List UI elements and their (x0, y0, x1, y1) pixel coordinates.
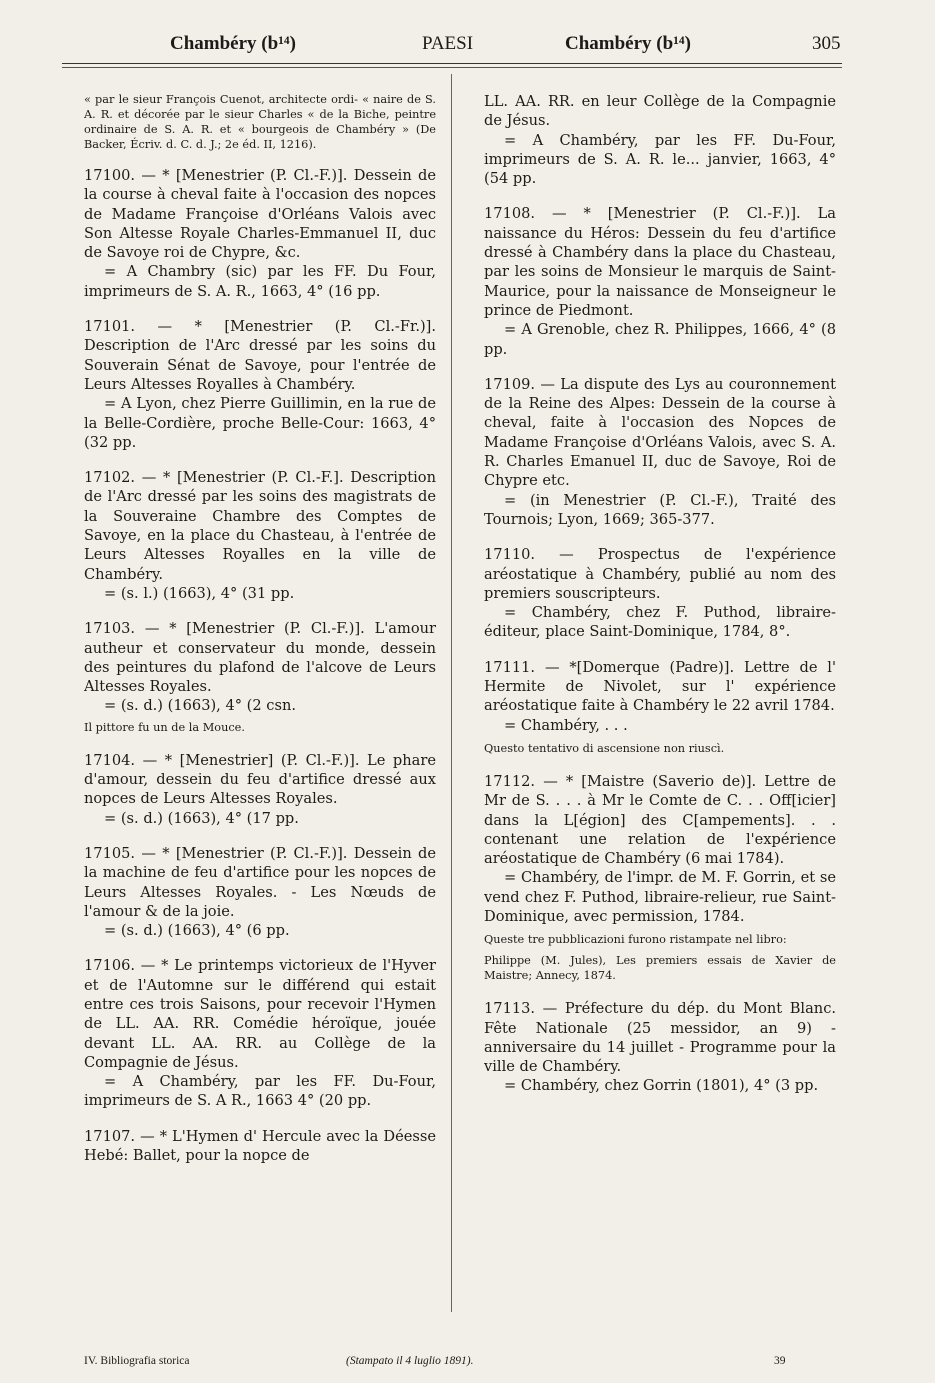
entry-17100 (84, 166, 436, 301)
entry-imprint: = (s. d.) (1663), 4° (6 pp. (104, 922, 290, 940)
entry-imprint: = A Chambry (sic) par les FF. Du Four, imprimeurs de S. A. R., 1663, 4° (16 pp. (84, 263, 436, 300)
entry-note: Il pittore fu un de la Mouce. (84, 720, 245, 734)
page-footer (84, 1355, 836, 1373)
entry-text: — * [Menestrier (P. Cl.-F.)]. L'amour autheur et conservateur du monde, dessein des peintures du plafond de l'alcove de Leurs Altesses Royales. (84, 620, 436, 696)
entry-imprint: = (s. d.) (1663), 4° (2 csn. (104, 697, 296, 715)
entry-text: — * Le printemps victorieux de l'Hyver et de l'Automne sur le différend qui estait entre ces trois Saisons, pour recevoir l'Hymen de LL. AA. RR. Comédie héroïque, jouée devant LL. AA. RR. au Collège de la Compagnie de Jésus. (84, 957, 436, 1071)
running-header (60, 33, 840, 59)
entry-text: — * [Menestrier (P. Cl.-F.]. Description de l'Arc dressé par les soins des magistrats de la Souveraine Chambre des Comptes de Savoye, en la place du Chasteau, à l'entrée de Leurs Altesses Royalles en la ville de Chambéry. (84, 469, 436, 583)
entry-number: 17112. (484, 772, 536, 790)
entry-imprint: = Chambéry, . . . (504, 716, 628, 734)
entry-imprint: = (in Menestrier (P. Cl.-F.), Traité des Tournois; Lyon, 1669; 365-377. (484, 491, 836, 528)
entry-number: 17104. (84, 751, 136, 769)
entry-text: — * [Menestrier (P. Cl.-F.)]. La naissance du Héros: Dessein du feu d'artifice dressé à Chambéry dans la place du Chasteau, par les soins de Monsieur le marquis de Saint-Maurice, pour la naissance de Monseigneur le prince de Piedmont. (484, 205, 836, 319)
entry-number: 17105. (84, 844, 136, 862)
entry-note: Queste tre pubblicazioni furono ristampate nel libro: (484, 933, 787, 947)
entry-text: — * [Menestrier (P. Cl.-F.)]. Dessein de la machine de feu d'artifice pour les nopces de Leurs Altesses Royales. - Les Nœuds de l'amour & de la joie. (84, 844, 436, 920)
footer-signature: 39 (774, 1355, 786, 1367)
entry-17111 (484, 658, 836, 735)
entry-number: 17111. (484, 658, 536, 676)
right-column (484, 92, 836, 1112)
left-column (84, 92, 436, 1181)
entry-17102 (84, 468, 436, 603)
entry-number: 17109. (484, 375, 536, 393)
header-section-title: PAESI (422, 33, 474, 54)
continued-quote: « par le sieur François Cuenot, architecte ordi- « naire de S. A. R. et décorée par le sieur Charles « de la Biche, peintre ordinaire de S. A. R. et « bourgeois de Chambéry » (De Backer, Écriv. d. C. d. J.; 2e éd. II, 1216). (84, 93, 436, 151)
entry-17113 (484, 999, 836, 1095)
header-rule (62, 63, 842, 64)
entry-number: 17103. (84, 620, 136, 638)
entry-17107 (84, 1127, 436, 1166)
header-rule-thin (62, 67, 842, 68)
entry-17103 (84, 619, 436, 715)
entry-imprint: = Chambéry, chez F. Puthod, libraire-éditeur, place Saint-Dominique, 1784, 8°. (484, 604, 836, 641)
page-number: 305 (812, 33, 841, 54)
entry-number: 17100. (84, 167, 136, 184)
entry-17104 (84, 751, 436, 828)
entry-text: — * [Menestrier] (P. Cl.-F.)]. Le phare d'amour, dessein du feu d'artifice dressé aux nopces de Leurs Altesses Royales. (84, 751, 436, 808)
column-divider (451, 74, 452, 1312)
header-left-title: Chambéry (b¹⁴) (170, 33, 296, 54)
entry-text: — *[Domerque (Padre)]. Lettre de l' Hermite de Nivolet, sur l' expérience aréostatique faite à Chambéry le 22 avril 1784. (484, 658, 836, 715)
entry-note: Questo tentativo di ascensione non riuscì. (484, 741, 725, 755)
entry-number: 17107. (84, 1127, 136, 1145)
entry-imprint: = (s. l.) (1663), 4° (31 pp. (104, 584, 295, 602)
entry-imprint: = Chambéry, de l'impr. de M. F. Gorrin, et se vend chez F. Puthod, libraire-relieur, rue Saint-Dominique, avec permission, 1784. (484, 869, 836, 925)
entry-number: 17102. (84, 469, 136, 487)
entry-17106 (84, 956, 436, 1110)
entry-imprint: = A Grenoble, chez R. Philippes, 1666, 4° (8 pp. (484, 321, 836, 358)
entry-imprint: = Chambéry, chez Gorrin (1801), 4° (3 pp. (504, 1077, 819, 1095)
entry-number: 17113. (484, 1000, 536, 1018)
footer-print-date: (Stampato il 4 luglio 1891). (346, 1355, 474, 1367)
entry-note-reference: Philippe (M. Jules), Les premiers essais de Xavier de Maistre; Annecy, 1874. (484, 954, 836, 983)
entry-17101 (84, 317, 436, 452)
footer-section: IV. Bibliografia storica (84, 1355, 190, 1367)
entry-number: 17101. (84, 318, 136, 336)
entry-17110 (484, 545, 836, 641)
header-right-title: Chambéry (b¹⁴) (565, 33, 691, 54)
entry-17108 (484, 204, 836, 358)
entry-17105 (84, 844, 436, 940)
entry-imprint: = A Lyon, chez Pierre Guillimin, en la rue de la Belle-Cordière, proche Belle-Cour: 1663, 4° (32 pp. (84, 395, 436, 451)
entry-imprint: = (s. d.) (1663), 4° (17 pp. (104, 809, 299, 827)
entry-number: 17108. (484, 205, 536, 223)
entry-text: — * [Maistre (Saverio de)]. Lettre de Mr de S. . . . à Mr le Comte de C. . . Off[icier] dans la L[égion] des C[ampements]. . . contenant une relation de l'expérience aréostatique de Chambéry (6 mai 1784). (484, 772, 836, 868)
entry-imprint: = A Chambéry, par les FF. Du-Four, imprimeurs de S. A. R. le... janvier, 1663, 4° (54 pp. (484, 131, 836, 188)
entry-17109 (484, 375, 836, 529)
entry-text: — Prospectus de l'expérience aréostatique à Chambéry, publié au nom des premiers souscripteurs. (484, 546, 836, 602)
entry-17107-continued (484, 92, 836, 188)
entry-number: 17110. (484, 546, 536, 564)
entry-text: — Préfecture du dép. du Mont Blanc. Fête Nationale (25 messidor, an 9) - anniversaire du 14 juillet - Programme pour la ville de Chambéry. (484, 1000, 837, 1076)
entry-text: LL. AA. RR. en leur Collège de la Compagnie de Jésus. (484, 93, 836, 130)
entry-17112 (484, 772, 836, 926)
entry-text: — La dispute des Lys au couronnement de la Reine des Alpes: Dessein de la course à cheval, faite à l'occasion des Nopces de Madame Françoise d'Orléans Valois, avec S. A. R. Charles Emanuel II, duc de Savoye, Roi de Chypre etc. (484, 375, 836, 490)
entry-text: — * [Menestrier (P. Cl.-Fr.)]. Description de l'Arc dressé par les soins du Souverain Sénat de Savoye, pour l'entrée de Leurs Altesses Royalles à Chambéry. (84, 318, 436, 393)
entry-text: — * [Menestrier (P. Cl.-F.)]. Dessein de la course à cheval faite à l'occasion des nopces de Madame Françoise d'Orléans Valois avec Son Altesse Royale Charles-Emmanuel II, duc de Savoye roi de Chypre, &c. (84, 167, 436, 262)
entry-text: — * L'Hymen d' Hercule avec la Déesse Hebé: Ballet, pour la nopce de (84, 1127, 436, 1165)
entry-number: 17106. (84, 957, 136, 975)
entry-imprint: = A Chambéry, par les FF. Du-Four, imprimeurs de S. A R., 1663 4° (20 pp. (84, 1073, 436, 1110)
